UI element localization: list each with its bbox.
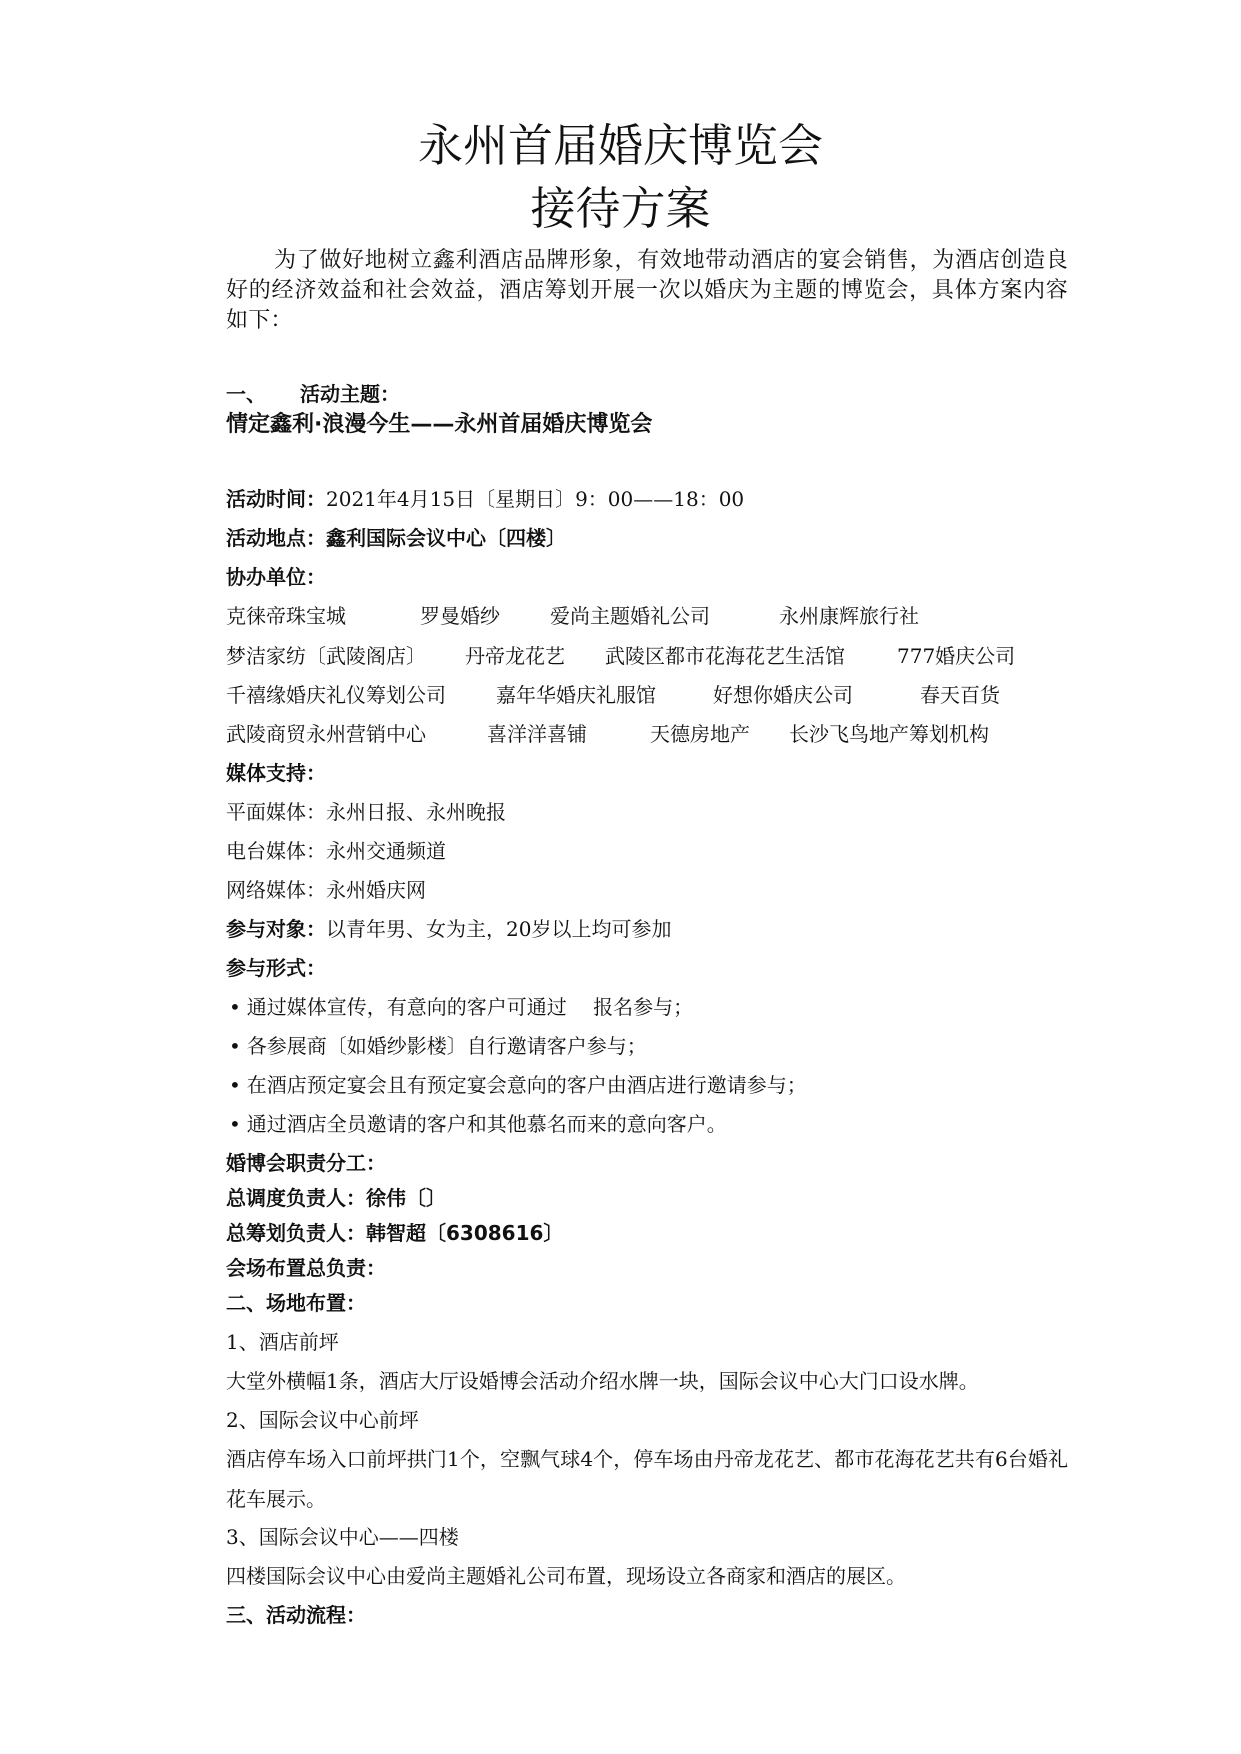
section2-text3: 四楼国际会议中心由爱尚主题婚礼公司布置，现场设立各商家和酒店的展区。	[226, 1564, 906, 1588]
forms-item-text: 在酒店预定宴会且有预定宴会意向的客户由酒店进行邀请参与；	[246, 1073, 807, 1097]
forms-label: 参与形式：	[226, 956, 326, 980]
section2-heading: 二、场地布置：	[226, 1291, 366, 1315]
duties-planner: 总筹划负责人：韩智超〔6308616〕	[226, 1221, 564, 1245]
media-item: 网络媒体：永州婚庆网	[226, 878, 426, 902]
co-organizer: 罗曼婚纱	[420, 604, 500, 628]
co-organizer: 777婚庆公司	[897, 644, 1016, 668]
forms-item-text: 各参展商〔如婚纱影楼〕自行邀请客户参与；	[246, 1034, 647, 1058]
document-title-line1: 永州首届婚庆博览会	[417, 119, 823, 172]
section2-sub3: 3、国际会议中心——四楼	[226, 1525, 459, 1549]
participants	[226, 919, 671, 939]
duties-heading: 婚博会职责分工：	[226, 1151, 386, 1175]
activity-time-label: 活动时间：	[226, 487, 326, 511]
activity-time-value: 2021年4月15日〔星期日〕9：00——18：00	[326, 487, 745, 511]
co-organizer: 长沙飞鸟地产筹划机构	[789, 722, 989, 746]
section2-text2: 酒店停车场入口前坪拱门1个，空飘气球4个，停车场由丹帝龙花艺、都市花海花艺共有6台婚礼花车展示。	[226, 1447, 1068, 1511]
intro-paragraph: 为了做好地树立鑫利酒店品牌形象，有效地带动酒店的宴会销售，为酒店创造良好的经济效益和社会效益，酒店筹划开展一次以婚庆为主题的博览会，具体方案内容如下：	[226, 248, 1068, 333]
activity-location	[226, 528, 566, 548]
activity-location-label: 活动地点：	[226, 526, 326, 550]
forms-item	[229, 1075, 807, 1095]
co-organizer: 梦洁家纺〔武陵阁店〕	[226, 644, 426, 668]
activity-theme: 情定鑫利·浪漫今生——永州首届婚庆博览会	[226, 412, 653, 437]
section1-number: 一、	[226, 382, 266, 406]
co-organizer: 武陵商贸永州营销中心	[226, 722, 426, 746]
co-organizer: 克徕帝珠宝城	[226, 604, 346, 628]
co-organizer: 永州康辉旅行社	[779, 604, 919, 628]
media-label: 媒体支持：	[226, 761, 326, 785]
co-organizers-label: 协办单位：	[226, 565, 326, 589]
section3-heading: 三、活动流程：	[226, 1603, 366, 1627]
co-organizer: 千禧缘婚庆礼仪筹划公司	[226, 683, 446, 707]
forms-item	[229, 1036, 647, 1056]
co-organizer: 嘉年华婚庆礼服馆	[496, 683, 656, 707]
media-item: 平面媒体：永州日报、永州晚报	[226, 800, 506, 824]
participants-value: 以青年男、女为主，20岁以上均可参加	[326, 917, 672, 941]
co-organizer: 武陵区都市花海花艺生活馆	[605, 644, 845, 668]
bullet-icon: •	[229, 1073, 241, 1097]
forms-item	[229, 1114, 727, 1134]
bullet-icon: •	[229, 995, 241, 1019]
participants-label: 参与对象：	[226, 917, 326, 941]
activity-location-value: 鑫利国际会议中心〔四楼〕	[326, 526, 566, 550]
bullet-icon: •	[229, 1112, 241, 1136]
co-organizer: 好想你婚庆公司	[713, 683, 853, 707]
media-item: 电台媒体：永州交通频道	[226, 839, 446, 863]
section2-sub1: 1、酒店前坪	[226, 1330, 339, 1354]
forms-item	[229, 997, 693, 1017]
section2-text1: 大堂外横幅1条，酒店大厅设婚博会活动介绍水牌一块，国际会议中心大门口设水牌。	[226, 1369, 979, 1393]
co-organizer: 喜洋洋喜铺	[487, 722, 587, 746]
co-organizer: 春天百货	[920, 683, 1000, 707]
bullet-icon: •	[229, 1034, 241, 1058]
co-organizer: 天德房地产	[650, 722, 750, 746]
section1-heading: 活动主题：	[300, 382, 400, 406]
document-title-line2: 接待方案	[530, 182, 711, 235]
co-organizer: 爱尚主题婚礼公司	[550, 604, 710, 628]
duties-director: 总调度负责人：徐伟〔〕	[226, 1186, 446, 1210]
forms-item-text: 通过酒店全员邀请的客户和其他慕名而来的意向客户。	[246, 1112, 727, 1136]
duties-venue: 会场布置总负责：	[226, 1256, 386, 1280]
forms-item-text: 通过媒体宣传，有意向的客户可通过 报名参与；	[246, 995, 694, 1019]
activity-time	[226, 489, 744, 509]
section2-sub2: 2、国际会议中心前坪	[226, 1408, 419, 1432]
co-organizer: 丹帝龙花艺	[465, 644, 565, 668]
